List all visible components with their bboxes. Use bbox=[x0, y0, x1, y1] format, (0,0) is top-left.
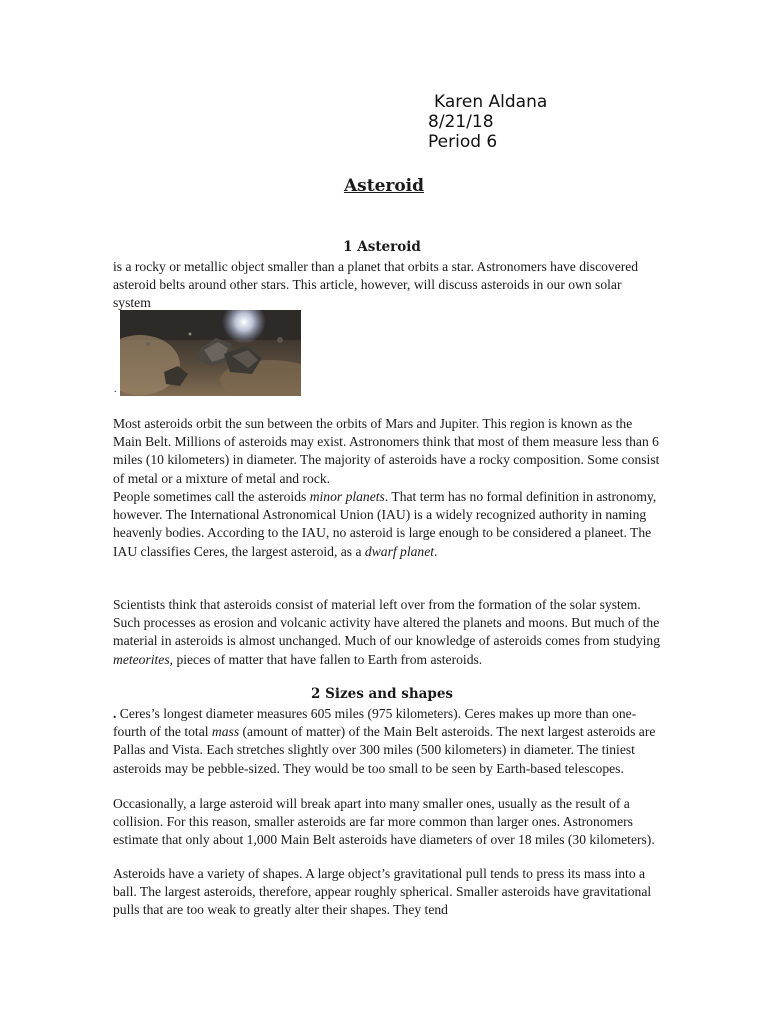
term-mass: mass bbox=[211, 724, 240, 740]
document-header bbox=[428, 92, 547, 152]
sizes-paragraph-3: Asteroids have a variety of shapes. A large object’s gravitational pull tends to press its mass into a ball. The largest asteroids, therefore, appear roughly spherical. Smaller asteroids have gravitational pulls that are too weak to greatly alter their shapes. They tend bbox=[113, 866, 652, 918]
intro-paragraph: is a rocky or metallic object smaller than a planet that orbits a star. Astronomers have discovered asteroid belts around other stars. This article, however, will discuss asteroids in our own solar system bbox=[113, 259, 639, 311]
term-dwarf-planet: dwarf planet bbox=[364, 543, 435, 559]
body-paragraph-3: Scientists think that asteroids consist of material left over from the formation of the solar system. Such processes as erosion and volcanic activity have altered the planets and moons. But much of the material in asteroids is almost unchanged. Much of our knowledge of asteroids comes from studying meteorites, pieces of matter that have fallen to Earth from asteroids. bbox=[113, 597, 661, 667]
term-minor-planets: minor planets bbox=[309, 489, 385, 504]
image-caption-mark: . bbox=[114, 384, 117, 395]
term-meteorites: meteorites bbox=[113, 651, 170, 667]
sizes-paragraph-2: Occasionally, a large asteroid will break apart into many smaller ones, usually as the result of a collision. For this reason, smaller asteroids are far more common than larger ones. Astronomers estimate that only about 1,000 Main Belt asteroids have diameters of over 18 miles (30 kilometers). bbox=[113, 796, 655, 848]
document-title: Asteroid bbox=[343, 176, 425, 196]
asteroid-image bbox=[120, 310, 301, 396]
body-paragraph-1: Most asteroids orbit the sun between the orbits of Mars and Jupiter. This region is known as the Main Belt. Millions of asteroids may exist. Astronomers think that most of them measure less than 6 miles (10 kilometers) in diameter. The majority of asteroids have a rocky composition. Some consist of metal or a mixture of metal and rock. bbox=[113, 416, 660, 486]
section-heading-sizes-and-shapes: 2 Sizes and shapes bbox=[310, 686, 454, 702]
asteroid-illustration bbox=[120, 310, 301, 396]
body-paragraph-2: People sometimes call the asteroids minor planets. That term has no formal definition in astronomy, however. The International Astronomical Union (IAU) is a widely recognized authority in naming heavenly bodies. According to the IAU, no asteroid is large enough to be considered a planeet. The IAU classifies Ceres, the largest asteroid, as a dwarf planet. bbox=[113, 489, 657, 559]
sizes-paragraph-1: . Ceres’s longest diameter measures 605 miles (975 kilometers). Ceres makes up more than one-fourth of the total mass (amount of matter) of the Main Belt asteroids. The next largest asteroids are Pallas and Vista. Each stretches slightly over 300 miles (500 kilometers) in diameter. The tiniest asteroids may be pebble-sized. They would be too small to be seen by Earth-based telescopes. bbox=[113, 706, 656, 776]
author-name: Karen Aldana bbox=[434, 92, 548, 112]
class-period: Period 6 bbox=[428, 132, 498, 152]
section-heading-asteroid: 1 Asteroid bbox=[343, 239, 421, 255]
document-date: 8/21/18 bbox=[428, 112, 494, 132]
